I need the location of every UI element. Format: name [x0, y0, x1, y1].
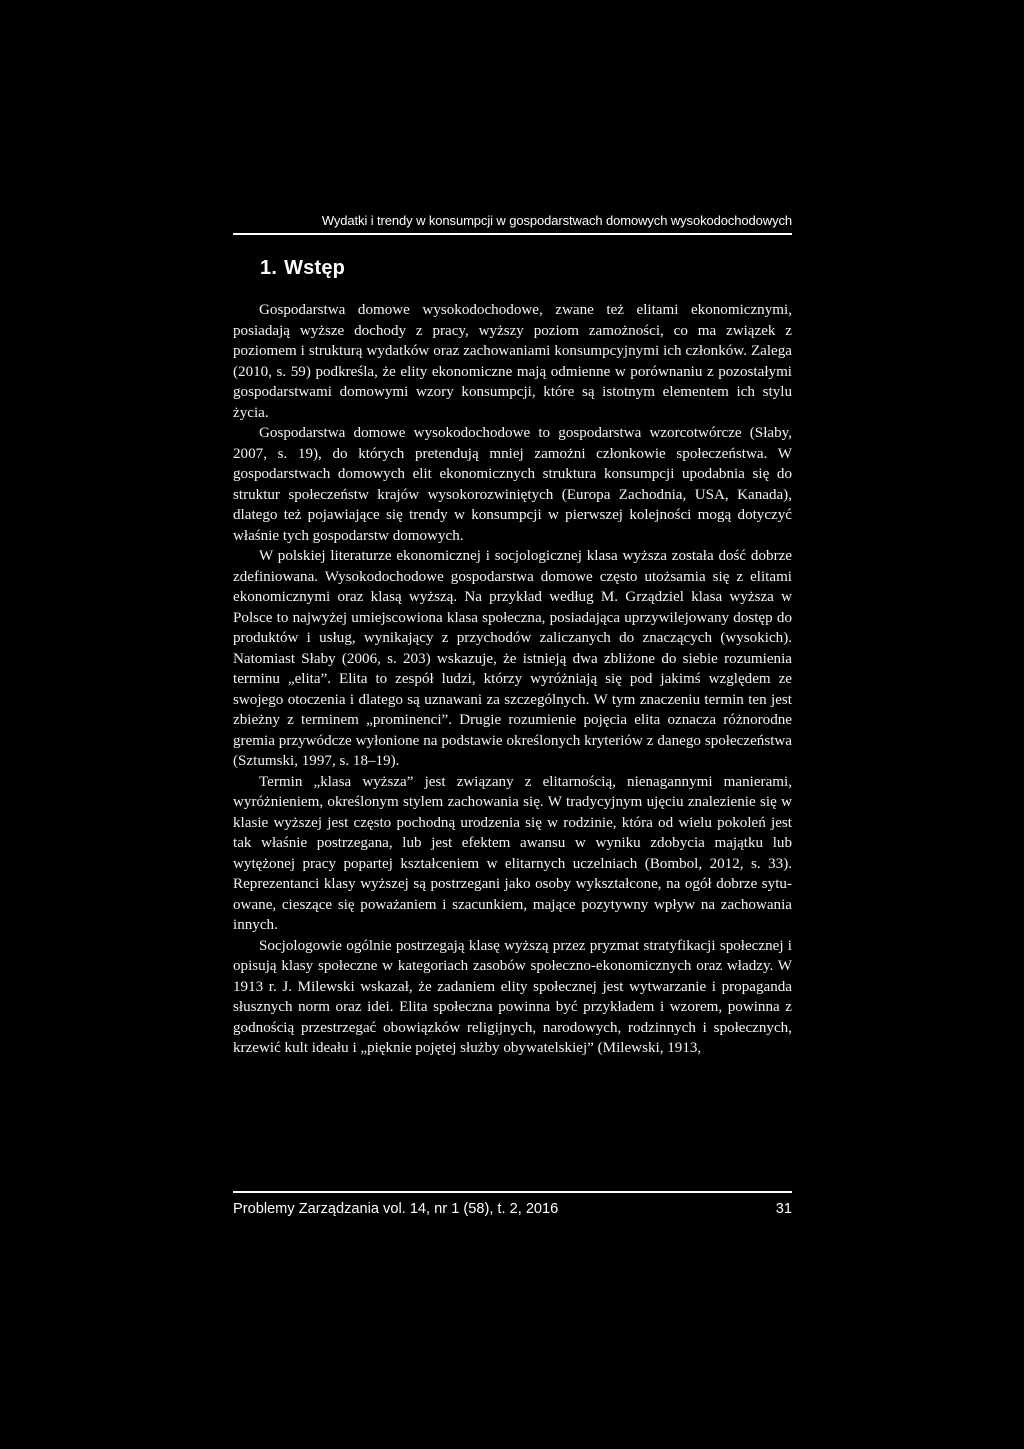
paragraph: W polskiej literaturze ekonomicznej i socjologicznej klasa wyższa została dość dobrze zdefiniowana. Wysokodochodowe gospodarstwa domowe często utożsamia się z elitami ekonomicznymi oraz klasą wyższą. Na przykład według M. Grządziel klasa wyższa w Polsce to najwyżej umiejscowiona klasa społeczna, posiadająca uprzywilejowany dostęp do produktów i usług, wynikający z przychodów zaliczanych do znaczących (wysokich). Natomiast Słaby (2006, s. 203) wskazuje, że istnieją dwa zbliżone do siebie rozumienia terminu „elita”. Elita to zespół ludzi, którzy wyróżniają się pod jakimś względem ze swojego otoczenia i dlatego są uznawani za szczególnych. W tym znaczeniu termin ten jest zbieżny z terminem „prominenci”. Drugie rozumienie pojęcia elita oznacza różnorodne gremia przywódcze wyłonione na podstawie określonych kryteriów z danego społeczeństwa (Sztumski, 1997, s. 18–19). — [233, 548, 792, 769]
paragraph: Gospodarstwa domowe wysokodochodowe, zwane też elitami ekonomicznymi, posiadają wyższe dochody z pracy, wyższy poziom zamożności, co ma związek z poziomem i strukturą wydatków oraz zachowaniami konsumpcyjnymi ich członków. Zalega (2010, s. 59) podkreśla, że elity ekonomiczne mają odmienne w porównaniu z pozostałymi gospodarstwami domowymi wzory konsumpcji, które są istotnym elementem ich stylu życia. — [233, 302, 792, 421]
header-rule — [233, 233, 792, 235]
section-title: Wstęp — [284, 257, 346, 279]
document-page — [233, 0, 792, 1449]
running-header: Wydatki i trendy w konsumpcji w gospodarstwach domowych wysokodochodowych — [321, 213, 792, 228]
paragraph: Termin „klasa wyższa” jest związany z elitarnością, nienagannymi manierami, wyróżnieniem, określonym stylem zachowania się. W tradycyjnym ujęciu znalezienie się w klasie wyższej jest często pochodną urodzenia się w rodzinie, która od wielu pokoleń jest tak właśnie postrzegana, lub jest efektem awansu w wyniku zdobycia majątku lub wytężonej pracy popartej kształceniem w elitarnych uczelniach (Bombol, 2012, s. 33). Reprezentanci klasy wyższej są postrzegani jako osoby wykształcone, na ogół dobrze sytuowane, cieszące się poważaniem i szacunkiem, mające pozytywny wpływ na zachowania innych. — [233, 773, 792, 933]
section-heading — [260, 257, 345, 280]
paragraph: Gospodarstwa domowe wysokodochodowe to gospodarstwa wzorcotwórcze (Słaby, 2007, s. 19), do których pretendują mniej zamożni członkowie społeczeństwa. W gospodarstwach domowych elit ekonomicznych struktura konsumpcji upodabnia się do struktur społeczeństw krajów wysokorozwiniętych (Europa Zachodnia, USA, Kanada), dlatego też pojawiające się trendy w konsumpcji w pierwszej kolejności mogą dotyczyć właśnie tych gospodarstw domowych. — [233, 425, 792, 544]
body-text — [233, 300, 792, 1059]
section-number: 1. — [260, 257, 278, 279]
journal-info: Problemy Zarządzania vol. 14, nr 1 (58), t. 2, 2016 — [233, 1201, 559, 1217]
paragraph: Socjologowie ogólnie postrzegają klasę wyższą przez pryzmat stratyfikacji społecznej i opisują klasy społeczne w kategoriach zasobów społeczno-ekonomicznych oraz władzy. W 1913 r. J. Milewski wskazał, że zadaniem elity społecznej jest wytwarzanie i propaganda słusznych norm oraz idei. Elita społeczna powinna być przykładem i wzorem, powinna z godnością przestrzegać obowiązków religijnych, narodowych, rodzinnych i społecznych, krzewić kult ideału i „pięknie pojętej służby obywatelskiej” (Milewski, 1913, — [233, 937, 792, 1056]
footer-rule — [233, 1191, 792, 1193]
page-number: 31 — [775, 1201, 792, 1217]
